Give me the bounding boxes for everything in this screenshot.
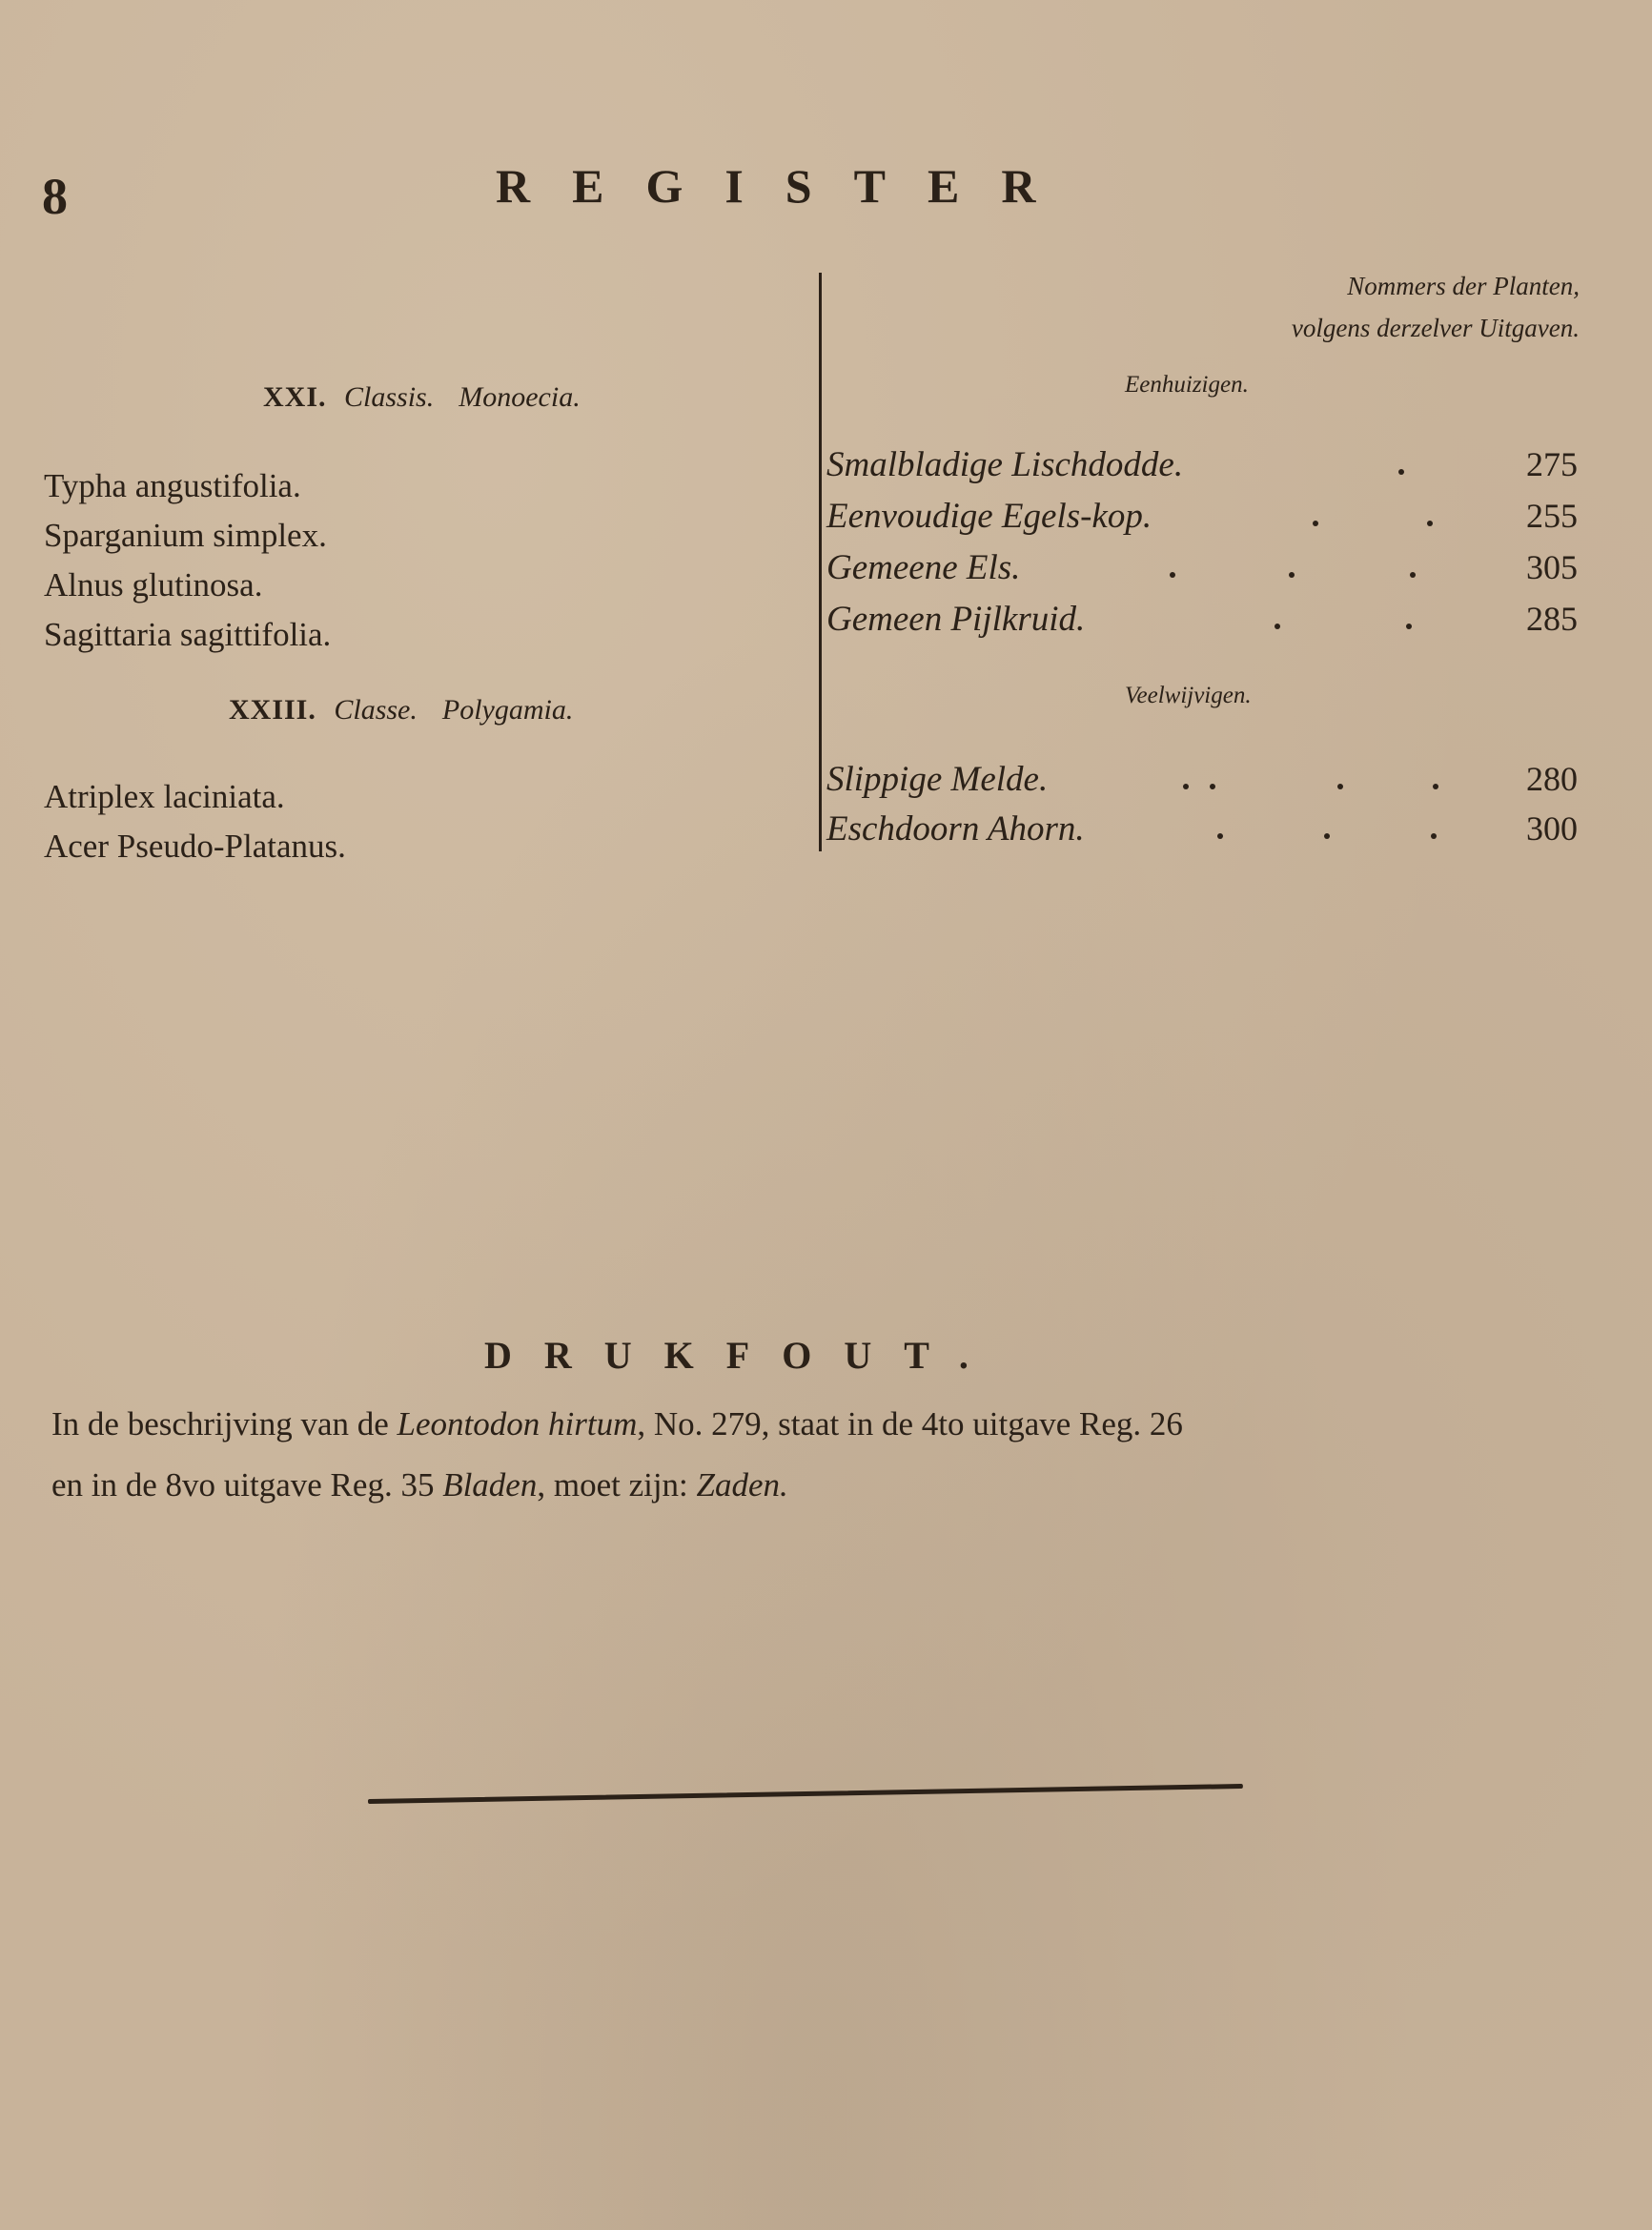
errata-text <box>51 1394 1577 1516</box>
errata-text-part: en in de 8vo uitgave Reg. 35 <box>51 1466 443 1504</box>
dutch-entry-row <box>826 599 1578 648</box>
latin-species: Alnus glutinosa. <box>44 566 263 604</box>
class-name: Monoecia. <box>459 381 581 413</box>
group-heading-eenhuizigen: Eenhuizigen. <box>1125 372 1249 398</box>
leader-dot <box>1433 784 1438 789</box>
plant-number: 280 <box>1526 760 1578 798</box>
errata-wrong-word: Bladen <box>442 1466 538 1504</box>
group-heading-veelwijvigen: Veelwijvigen. <box>1125 683 1252 708</box>
errata-title: DRUKFOUT. <box>484 1334 1001 1377</box>
leader-dot <box>1398 469 1404 475</box>
leader-dot <box>1275 624 1280 629</box>
errata-species-name: Leontodon hirtum <box>397 1405 638 1442</box>
dutch-name: Slippige Melde. <box>826 760 1049 799</box>
leader-dot <box>1337 784 1343 789</box>
class-heading-polygamia <box>229 694 573 726</box>
class-label: Classe. <box>334 694 418 726</box>
dutch-entry-row <box>826 759 1578 808</box>
page-number: 8 <box>42 168 68 225</box>
dutch-entry-row <box>826 496 1578 545</box>
leader-dot <box>1313 521 1318 526</box>
page-title: REGISTER <box>496 159 1078 213</box>
plant-number: 300 <box>1526 809 1578 848</box>
latin-species: Atriplex laciniata. <box>44 778 285 815</box>
leader-dot <box>1210 784 1215 789</box>
dutch-entry-row <box>826 444 1578 494</box>
plant-number: 275 <box>1526 445 1578 483</box>
header-line-2: volgens derzelver Uitgaven. <box>1291 314 1580 342</box>
leader-dot <box>1324 833 1330 839</box>
leader-dot <box>1170 572 1175 578</box>
closing-rule <box>368 1784 1243 1804</box>
errata-correct-word: Zaden. <box>696 1466 788 1504</box>
class-label: Classis. <box>344 381 435 413</box>
errata-text-part: , moet zijn: <box>537 1466 697 1504</box>
class-name: Polygamia. <box>441 694 574 726</box>
dutch-entry-row <box>826 808 1578 858</box>
dutch-entry-row <box>826 547 1578 597</box>
header-line-1: Nommers der Planten, <box>1347 272 1580 300</box>
leader-dot <box>1431 833 1437 839</box>
class-numeral: XXI. <box>263 381 336 413</box>
latin-species: Acer Pseudo-Platanus. <box>44 828 346 865</box>
dutch-name: Gemeen Pijlkruid. <box>826 600 1086 639</box>
leader-dot <box>1410 572 1416 578</box>
column-divider <box>819 273 822 851</box>
class-numeral: XXIII. <box>229 694 325 726</box>
latin-species: Sparganium simplex. <box>44 517 327 554</box>
errata-text-part: , No. 279, staat in de 4to uitgave Reg. 26 <box>637 1405 1183 1442</box>
latin-list-monoecia <box>44 461 331 660</box>
dutch-name: Eschdoorn Ahorn. <box>826 809 1085 849</box>
latin-species: Sagittaria sagittifolia. <box>44 616 332 653</box>
right-column-header <box>1292 265 1580 349</box>
dutch-name: Gemeene Els. <box>826 548 1021 587</box>
leader-dot <box>1406 624 1412 629</box>
leader-dot <box>1289 572 1295 578</box>
latin-species: Typha angustifolia. <box>44 467 301 504</box>
leader-dot <box>1427 521 1433 526</box>
errata-text-part: In de beschrijving van de <box>51 1405 398 1442</box>
dutch-name: Eenvoudige Egels-kop. <box>826 497 1152 536</box>
plant-number: 285 <box>1526 600 1578 638</box>
class-heading-monoecia <box>263 381 581 414</box>
dutch-name: Smalbladige Lischdodde. <box>826 445 1184 484</box>
latin-list-polygamia <box>44 772 346 871</box>
plant-number: 305 <box>1526 548 1578 586</box>
leader-dot <box>1183 784 1189 789</box>
leader-dot <box>1217 833 1223 839</box>
plant-number: 255 <box>1526 497 1578 535</box>
